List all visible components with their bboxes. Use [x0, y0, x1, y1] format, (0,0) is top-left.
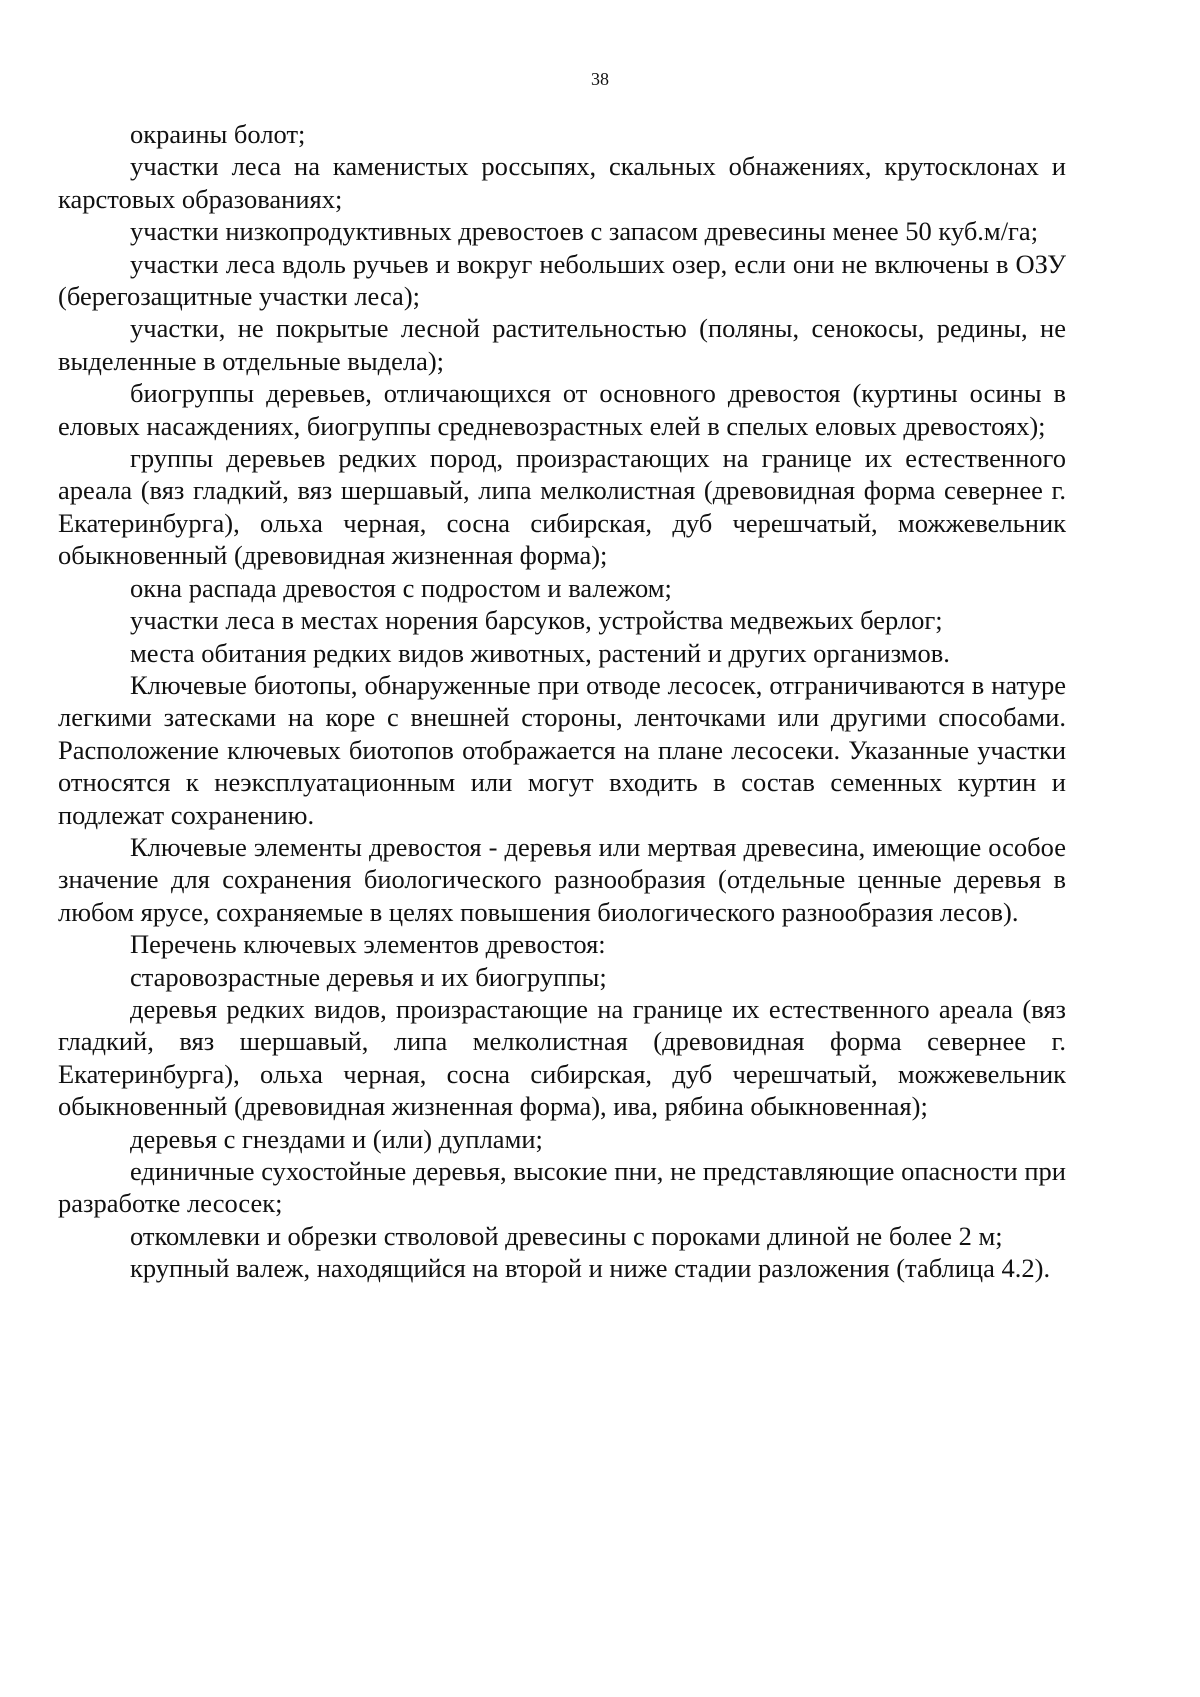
paragraph-rare-habitats: места обитания редких видов животных, растений и других организмов. [130, 637, 950, 668]
paragraph-rare-species-groups: группы деревьев редких пород, произрастающих на границе их естественного ареала (вяз гладкий, вяз шершавый, липа мелколистная (древовидная форма севернее г. Екатеринбурга), ольха черная, сосна сибирская, дуб черешчатый, можжевельник обыкновенный (древовидная жизненная форма); [58, 443, 1066, 571]
paragraph-badger-bear-sites: участки леса в местах норения барсуков, устройства медвежьих берлог; [130, 605, 943, 636]
paragraph-key-elements-list-heading: Перечень ключевых элементов древостоя: [130, 929, 606, 960]
paragraph-non-forested-areas: участки, не покрытые лесной растительностью (поляны, сенокосы, редины, не выделенные в отдельные выдела); [58, 313, 1066, 376]
paragraph-biogroups: биогруппы деревьев, отличающихся от основного древостоя (куртины осины в еловых насаждениях, биогруппы средневозрастных елей в спелых еловых древостоях); [58, 378, 1066, 441]
paragraph-streams-lakes: участки леса вдоль ручьев и вокруг небольших озер, если они не включены в ОЗУ (берегозащитные участки леса); [58, 248, 1066, 312]
paragraph-rocky-areas: участки леса на каменистых россыпях, скальных обнажениях, крутосклонах и карстовых образованиях; [58, 151, 1066, 214]
paragraph-key-elements-definition: Ключевые элементы древостоя - деревья или мертвая древесина, имеющие особое значение для сохранения биологического разнообразия (отдельные ценные деревья в любом ярусе, сохраняемые в целях повышения биологического разнообразия лесов). [58, 831, 1066, 927]
paragraph-low-productivity-stands: участки низкопродуктивных древостоев с запасом древесины менее 50 куб.м/га; [130, 216, 1039, 247]
paragraph-large-deadwood: крупный валеж, находящийся на второй и ниже стадии разложения (таблица 4.2). [130, 1253, 1051, 1284]
page-body [58, 118, 1066, 1285]
paragraph-butt-offcuts: откомлевки и обрезки стволовой древесины с пороками длиной не более 2 м; [130, 1220, 1003, 1251]
paragraph-nest-hollow-trees: деревья с гнездами и (или) дуплами; [130, 1123, 543, 1154]
paragraph-old-growth-trees: старовозрастные деревья и их биогруппы; [130, 961, 607, 992]
page-number: 38 [591, 69, 609, 89]
paragraph-canopy-gaps: окна распада древостоя с подростом и валежом; [130, 572, 672, 603]
paragraph-key-biotopes: Ключевые биотопы, обнаруженные при отводе лесосек, отграничиваются в натуре легкими затесками на коре с внешней стороны, ленточками или другими способами. Расположение ключевых биотопов отображается на плане лесосеки. Указанные участки относятся к неэксплуатационным или могут входить в состав семенных куртин и подлежат сохранению. [58, 669, 1066, 830]
paragraph-dead-standing-trees: единичные сухостойные деревья, высокие пни, не представляющие опасности при разработке лесосек; [58, 1156, 1066, 1219]
paragraph-bog-edges: окраины болот; [130, 119, 306, 149]
paragraph-rare-species-trees: деревья редких видов, произрастающие на границе их естественного ареала (вяз гладкий, вяз шершавый, липа мелколистная (древовидная форма севернее г. Екатеринбурга), ольха черная, сосна сибирская, дуб черешчатый, можжевельник обыкновенный (древовидная жизненная форма), ива, рябина обыкновенная); [58, 993, 1066, 1122]
